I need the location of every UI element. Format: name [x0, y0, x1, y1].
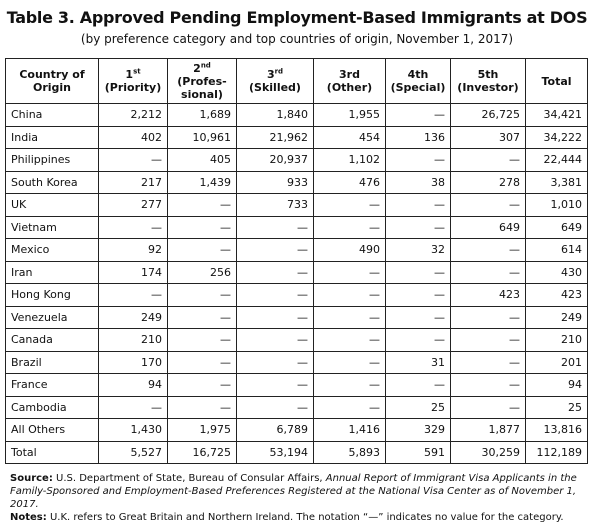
source-label: Source:: [10, 473, 53, 484]
value-cell: —: [451, 306, 526, 329]
value-cell: 307: [451, 126, 526, 149]
value-cell: —: [168, 306, 237, 329]
column-header: [386, 59, 451, 104]
source-text: U.S. Department of State, Bureau of Consular Affairs,: [52, 473, 326, 484]
column-header-line1: 3rd: [339, 68, 360, 81]
value-cell: 733: [237, 194, 314, 217]
value-cell: —: [451, 194, 526, 217]
country-cell: South Korea: [6, 171, 99, 194]
value-cell: —: [237, 396, 314, 419]
table-row: [6, 126, 588, 149]
value-cell: —: [386, 374, 451, 397]
value-cell: 430: [526, 261, 588, 284]
value-cell: 2,212: [99, 104, 168, 127]
country-cell: Cambodia: [6, 396, 99, 419]
table-row: [6, 374, 588, 397]
value-cell: 1,430: [99, 419, 168, 442]
value-cell: 277: [99, 194, 168, 217]
immigrants-table: [5, 58, 588, 464]
value-cell: —: [314, 374, 386, 397]
table-row: [6, 419, 588, 442]
value-cell: 10,961: [168, 126, 237, 149]
column-header: [6, 59, 99, 104]
column-header-line2: Origin: [32, 81, 72, 94]
value-cell: —: [451, 329, 526, 352]
table-row: [6, 396, 588, 419]
value-cell: 5,893: [314, 441, 386, 464]
value-cell: 3,381: [526, 171, 588, 194]
country-cell: UK: [6, 194, 99, 217]
value-cell: 1,439: [168, 171, 237, 194]
table-subtitle: (by preference category and top countries of origin, November 1, 2017): [80, 32, 514, 46]
value-cell: —: [237, 284, 314, 307]
value-cell: 92: [99, 239, 168, 262]
value-cell: 174: [99, 261, 168, 284]
value-cell: 34,421: [526, 104, 588, 127]
column-header: [99, 59, 168, 104]
value-cell: —: [99, 216, 168, 239]
value-cell: —: [168, 284, 237, 307]
country-cell: China: [6, 104, 99, 127]
country-cell: Venezuela: [6, 306, 99, 329]
value-cell: —: [314, 216, 386, 239]
column-header-line2: (Profes-: [177, 74, 227, 88]
column-header-line1: 5th: [477, 68, 499, 81]
value-cell: —: [99, 396, 168, 419]
value-cell: —: [314, 351, 386, 374]
value-cell: 933: [237, 171, 314, 194]
value-cell: —: [237, 239, 314, 262]
value-cell: —: [451, 374, 526, 397]
value-cell: —: [237, 216, 314, 239]
table-row: [6, 216, 588, 239]
value-cell: 591: [386, 441, 451, 464]
value-cell: 649: [526, 216, 588, 239]
value-cell: —: [314, 284, 386, 307]
value-cell: 22,444: [526, 149, 588, 172]
value-cell: 210: [99, 329, 168, 352]
value-cell: 136: [386, 126, 451, 149]
value-cell: —: [314, 329, 386, 352]
value-cell: 256: [168, 261, 237, 284]
table-row: [6, 329, 588, 352]
table-row: [6, 351, 588, 374]
ordinal-suffix: rd: [274, 67, 284, 76]
value-cell: 25: [526, 396, 588, 419]
column-header-line2: (Investor): [457, 81, 519, 94]
value-cell: 26,725: [451, 104, 526, 127]
column-header: [314, 59, 386, 104]
column-header-line2: (Special): [390, 81, 446, 94]
notes: [10, 511, 588, 524]
value-cell: —: [168, 329, 237, 352]
column-header-line1: 1st: [125, 67, 141, 81]
value-cell: 217: [99, 171, 168, 194]
table-row: [6, 306, 588, 329]
value-cell: —: [386, 284, 451, 307]
country-cell: Total: [6, 441, 99, 464]
value-cell: —: [314, 396, 386, 419]
value-cell: 614: [526, 239, 588, 262]
column-header-line1: 2nd: [193, 60, 211, 75]
notes-label: Notes:: [10, 512, 47, 523]
value-cell: 249: [526, 306, 588, 329]
value-cell: —: [99, 149, 168, 172]
value-cell: —: [237, 351, 314, 374]
column-header-line1: Total: [541, 74, 572, 88]
country-cell: France: [6, 374, 99, 397]
value-cell: 249: [99, 306, 168, 329]
value-cell: 31: [386, 351, 451, 374]
value-cell: 1,955: [314, 104, 386, 127]
value-cell: 649: [451, 216, 526, 239]
value-cell: —: [237, 306, 314, 329]
value-cell: 476: [314, 171, 386, 194]
value-cell: 94: [526, 374, 588, 397]
column-header: [237, 59, 314, 104]
value-cell: 53,194: [237, 441, 314, 464]
column-header-line2: (Skilled): [249, 81, 301, 94]
table-row: [6, 149, 588, 172]
column-header-line3: sional): [181, 87, 223, 101]
value-cell: —: [168, 374, 237, 397]
value-cell: 423: [451, 284, 526, 307]
table-row: [6, 261, 588, 284]
value-cell: —: [386, 149, 451, 172]
value-cell: 210: [526, 329, 588, 352]
value-cell: —: [451, 396, 526, 419]
table-row: [6, 194, 588, 217]
header-row: [6, 59, 588, 104]
value-cell: —: [386, 194, 451, 217]
value-cell: 32: [386, 239, 451, 262]
column-header-line1: 3rd: [266, 67, 284, 81]
table-body: [6, 104, 588, 464]
table-row: [6, 284, 588, 307]
value-cell: 13,816: [526, 419, 588, 442]
value-cell: 201: [526, 351, 588, 374]
value-cell: 423: [526, 284, 588, 307]
country-cell: Brazil: [6, 351, 99, 374]
value-cell: —: [237, 261, 314, 284]
value-cell: 278: [451, 171, 526, 194]
value-cell: 5,527: [99, 441, 168, 464]
table-row: [6, 104, 588, 127]
value-cell: —: [451, 351, 526, 374]
notes-text: U.K. refers to Great Britain and Northern Ireland. The notation “—” indicates no value for the category.: [46, 512, 564, 523]
value-cell: —: [451, 149, 526, 172]
value-cell: 1,877: [451, 419, 526, 442]
country-cell: Vietnam: [6, 216, 99, 239]
value-cell: 112,189: [526, 441, 588, 464]
value-cell: 1,010: [526, 194, 588, 217]
table-row: [6, 239, 588, 262]
value-cell: 402: [99, 126, 168, 149]
value-cell: —: [451, 239, 526, 262]
value-cell: 1,102: [314, 149, 386, 172]
value-cell: 490: [314, 239, 386, 262]
country-cell: All Others: [6, 419, 99, 442]
table-title: Table 3. Approved Pending Employment-Based Immigrants at DOS: [6, 8, 588, 27]
value-cell: —: [314, 194, 386, 217]
country-cell: India: [6, 126, 99, 149]
country-cell: Mexico: [6, 239, 99, 262]
value-cell: 6,789: [237, 419, 314, 442]
value-cell: —: [386, 261, 451, 284]
value-cell: —: [386, 329, 451, 352]
column-header: [526, 59, 588, 104]
value-cell: 16,725: [168, 441, 237, 464]
value-cell: —: [168, 351, 237, 374]
value-cell: 329: [386, 419, 451, 442]
value-cell: —: [168, 194, 237, 217]
source-publication: Annual Report of Immigrant Visa Applicants in the Family-Sponsored and Employment-Based Preferences Registered at the National Visa Center as of November 1, 2017.: [10, 473, 577, 510]
total-row: [6, 441, 588, 464]
value-cell: —: [168, 396, 237, 419]
value-cell: —: [386, 306, 451, 329]
table-row: [6, 171, 588, 194]
value-cell: —: [451, 261, 526, 284]
value-cell: 30,259: [451, 441, 526, 464]
value-cell: —: [386, 216, 451, 239]
value-cell: 1,840: [237, 104, 314, 127]
country-cell: Philippines: [6, 149, 99, 172]
value-cell: 1,416: [314, 419, 386, 442]
value-cell: —: [237, 329, 314, 352]
column-header-line1: 4th: [407, 68, 429, 81]
value-cell: 21,962: [237, 126, 314, 149]
value-cell: —: [314, 306, 386, 329]
value-cell: 1,975: [168, 419, 237, 442]
value-cell: —: [314, 261, 386, 284]
value-cell: —: [168, 239, 237, 262]
column-header: [451, 59, 526, 104]
country-cell: Iran: [6, 261, 99, 284]
value-cell: —: [168, 216, 237, 239]
value-cell: 34,222: [526, 126, 588, 149]
country-cell: Hong Kong: [6, 284, 99, 307]
ordinal-suffix: nd: [200, 60, 211, 69]
value-cell: —: [237, 374, 314, 397]
column-header: [168, 59, 237, 104]
value-cell: —: [99, 284, 168, 307]
value-cell: —: [386, 104, 451, 127]
source-note: [10, 472, 588, 511]
value-cell: 38: [386, 171, 451, 194]
value-cell: 25: [386, 396, 451, 419]
column-header-line2: (Other): [326, 81, 373, 94]
value-cell: 454: [314, 126, 386, 149]
column-header-line1: Country of: [19, 68, 85, 81]
value-cell: 94: [99, 374, 168, 397]
value-cell: 1,689: [168, 104, 237, 127]
table-footer: [10, 472, 588, 524]
ordinal-suffix: st: [133, 67, 141, 76]
column-header-line2: (Priority): [104, 81, 162, 94]
country-cell: Canada: [6, 329, 99, 352]
value-cell: 405: [168, 149, 237, 172]
value-cell: 20,937: [237, 149, 314, 172]
value-cell: 170: [99, 351, 168, 374]
